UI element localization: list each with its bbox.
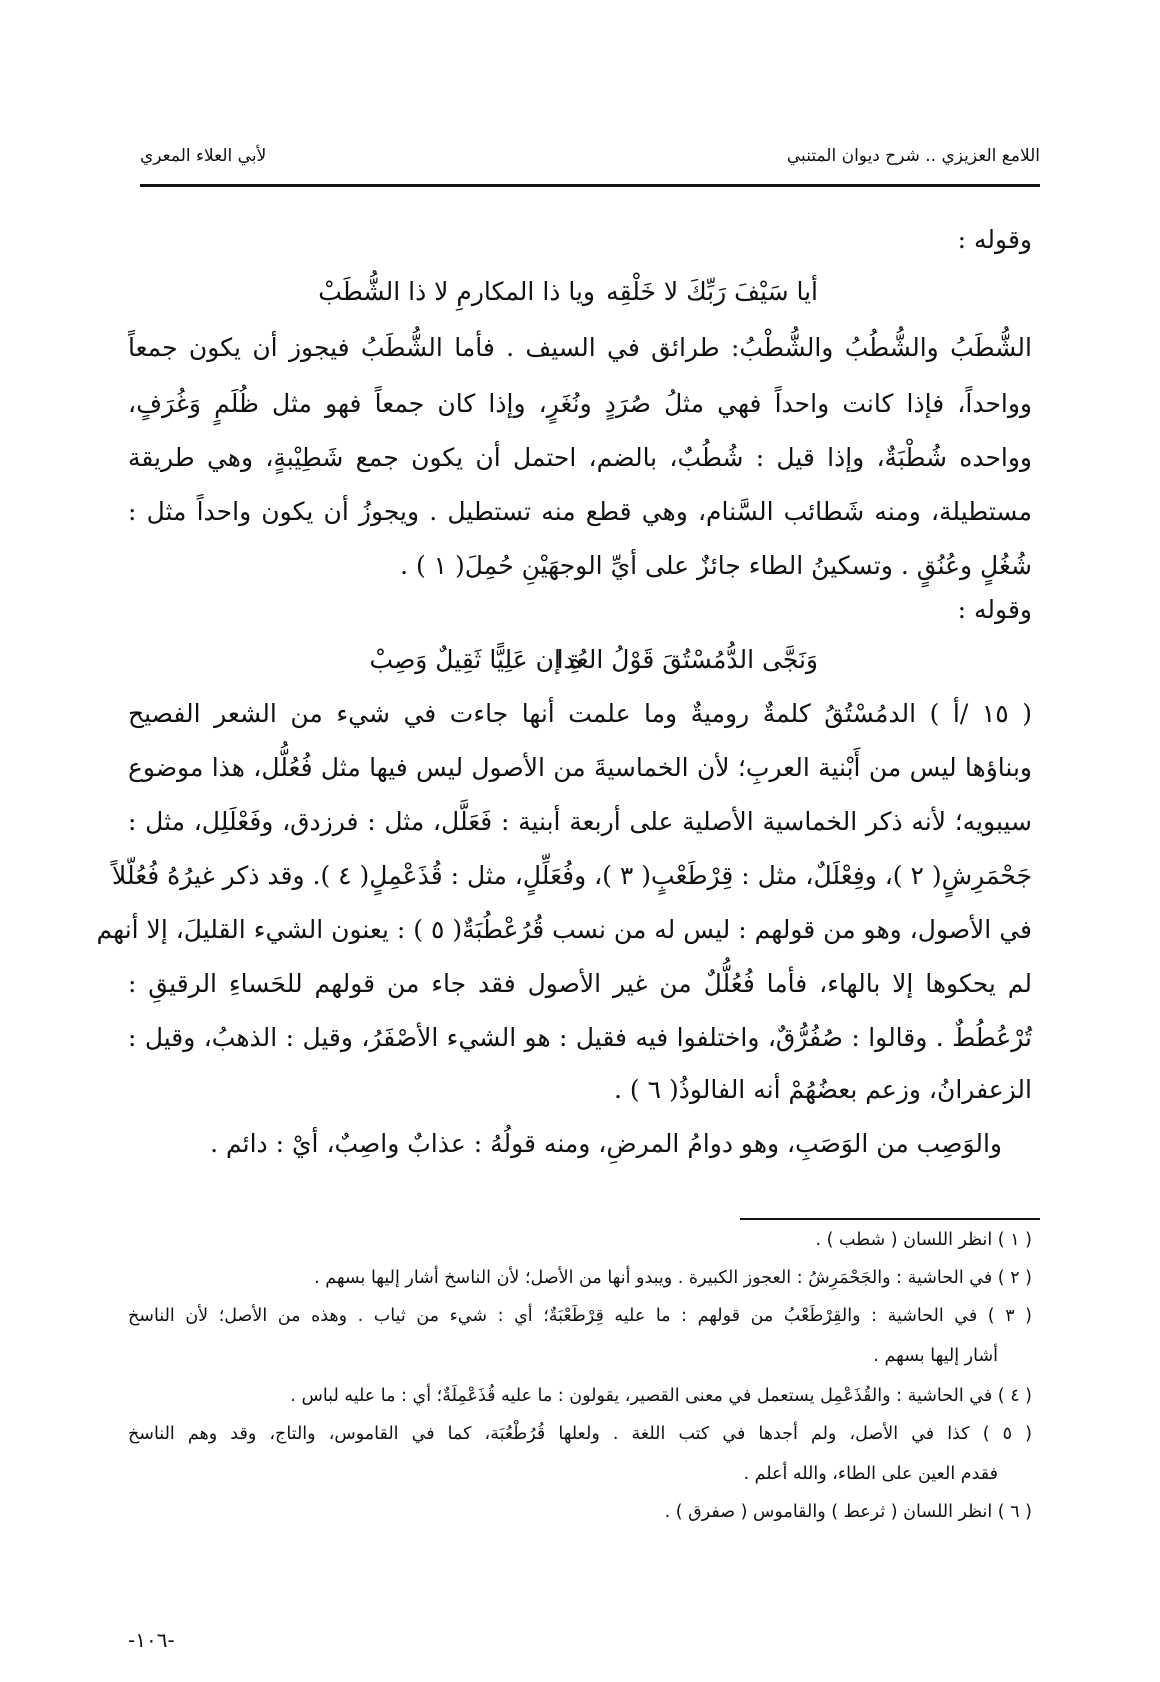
- page-number: -١٠٦-: [128, 1628, 175, 1652]
- verse-hemistich: أيا سَيْفَ رَبِّكَ لا خَلْقِه: [606, 277, 818, 306]
- footnote: ( ١ ) انظر اللسان ( شطب ) .: [815, 1230, 1032, 1250]
- verse-hemistich: وَنَجَّى الدُّمُسْتُقَ قَوْلُ العُدا: [556, 645, 818, 674]
- footnote: ( ٤ ) في الحاشية : والقُذَعْمِل يستعمل في معنى القصير، يقولون : ما عليه قُذَعْمِلَةٌ؛ أي : ما عليه لباس .: [290, 1386, 1032, 1406]
- text-line: وبناؤها ليس من أَبْنية العربِ؛ لأن الخماسيةَ من الأصول ليس فيها مثل فُعُلُّل، هذا موضوع: [128, 753, 1032, 782]
- text-line: لم يحكوها إلا بالهاء، فأما فُعُلُّلٌ من غير الأصول فقد جاء من قولهم للحَساءِ الرقيقِ :: [128, 969, 1032, 998]
- verse-hemistich: ويا ذا المكارمِ لا ذا الشُّطَبْ: [318, 277, 595, 306]
- text-line: تُرْعُطُطٌ . وقالوا : صُفُرُّقٌ، واختلفوا فيه فقيل : هو الشيء الأصْفَرُ، وقيل : الذهبُ، وقيل :: [128, 1023, 1032, 1052]
- footnote: ( ٢ ) في الحاشية : والجَحْمَرِشُ : العجوز الكبيرة . ويبدو أنها من الأصل؛ لأن الناسخ أشار إليها بسهم .: [314, 1268, 1032, 1288]
- running-header: [140, 146, 1040, 176]
- text-line: جَحْمَرِشٍ( ٢ )، وفِعْلَلٌ، مثل : قِرْطَعْبٍ( ٣ )، وفُعَلِّلٍ، مثل : قُذَعْمِلٍ( ٤ ). وقد ذكر غيرُهُ فُعُلّلاً: [112, 861, 1032, 890]
- text-line: مستطيلة، ومنه شَطائب السَّنام، وهي قطع منه تستطيل . ويجوزُ أن يكون واحداً مثل :: [128, 497, 1032, 526]
- verse-intro: وقوله :: [957, 225, 1032, 254]
- running-header-author: لأبي العلاء المعري: [140, 146, 267, 166]
- text-line: الزعفرانُ، وزعم بعضُهُمْ أنه الفالوذُ( ٦ ) .: [614, 1075, 1032, 1104]
- footnote: ( ٣ ) في الحاشية : والقِرْطَعْبُ من قولهم : ما عليه قِرْطَعْبَةٌ؛ أي : شيء من ثياب . وهذه من الأصل؛ لأن الناسخ: [128, 1306, 1033, 1326]
- footnote-continuation: فقدم العين على الطاء، والله أعلم .: [743, 1464, 998, 1484]
- footnote-rule: [740, 1218, 1040, 1220]
- running-header-title: اللامع العزيزي .. شرح ديوان المتنبي: [786, 146, 1040, 166]
- text-line: في الأصول، وهو من قولهم : ليس له من نسب قُرُعْطُبَةٌ( ٥ ) : يعنون الشيء القليلَ، إلا أنهم: [96, 915, 1032, 944]
- text-line: سيبويه؛ لأنه ذكر الخماسية الأصلية على أربعة أبنية : فَعَلَّل، مثل : فرزدق، وفَعْلَلِل، مثل :: [128, 807, 1032, 836]
- verse-hemistich: ةِ إن عَلِيًّا ثَقِيلٌ وَصِبْ: [369, 645, 582, 674]
- header-rule: [140, 184, 1040, 187]
- text-line: والوَصِب من الوَصَبِ، وهو دوامُ المرضِ، ومنه قولُهُ : عذابٌ واصِبٌ، أيْ : دائم .: [210, 1129, 1002, 1158]
- footnote: ( ٥ ) كذا في الأصل، ولم أجدها في كتب اللغة . ولعلها قُرُطْعُبَة، كما في القاموس، والتاج، وقد وهم الناسخ: [128, 1424, 1033, 1444]
- verse-intro: وقوله :: [957, 595, 1032, 624]
- text-line: وواحده شُطْبَةٌ، وإذا قيل : شُطُبٌ، بالضم، احتمل أن يكون جمع شَطِيْبةٍ، وهي طريقة: [128, 443, 1032, 472]
- text-line: الشُّطَبُ والشُّطُبُ والشُّطْبُ: طرائق في السيف . فأما الشُّطَبُ فيجوز أن يكون جمعاً: [128, 333, 1032, 362]
- text-line: ( ١٥ /أ ) الدمُسْتُقُ كلمةٌ روميةٌ وما علمت أنها جاءت في شيء من الشعر الفصيح: [128, 699, 1033, 728]
- footnote-continuation: أشار إليها بسهم .: [873, 1346, 998, 1366]
- text-line: شُغُلٍ وعُنُقٍ . وتسكينُ الطاء جائزٌ على أيِّ الوجهَيْنِ حُمِلَ( ١ ) .: [400, 551, 1032, 580]
- text-line: وواحداً، فإذا كانت واحداً فهي مثلُ صُرَدٍ ونُغَرٍ، وإذا كان جمعاً فهو مثل ظُلَمٍ وَغُرَفٍ،: [128, 389, 1032, 418]
- footnote: ( ٦ ) انظر اللسان ( ثرعط ) والقاموس ( صفرق ) .: [664, 1502, 1032, 1522]
